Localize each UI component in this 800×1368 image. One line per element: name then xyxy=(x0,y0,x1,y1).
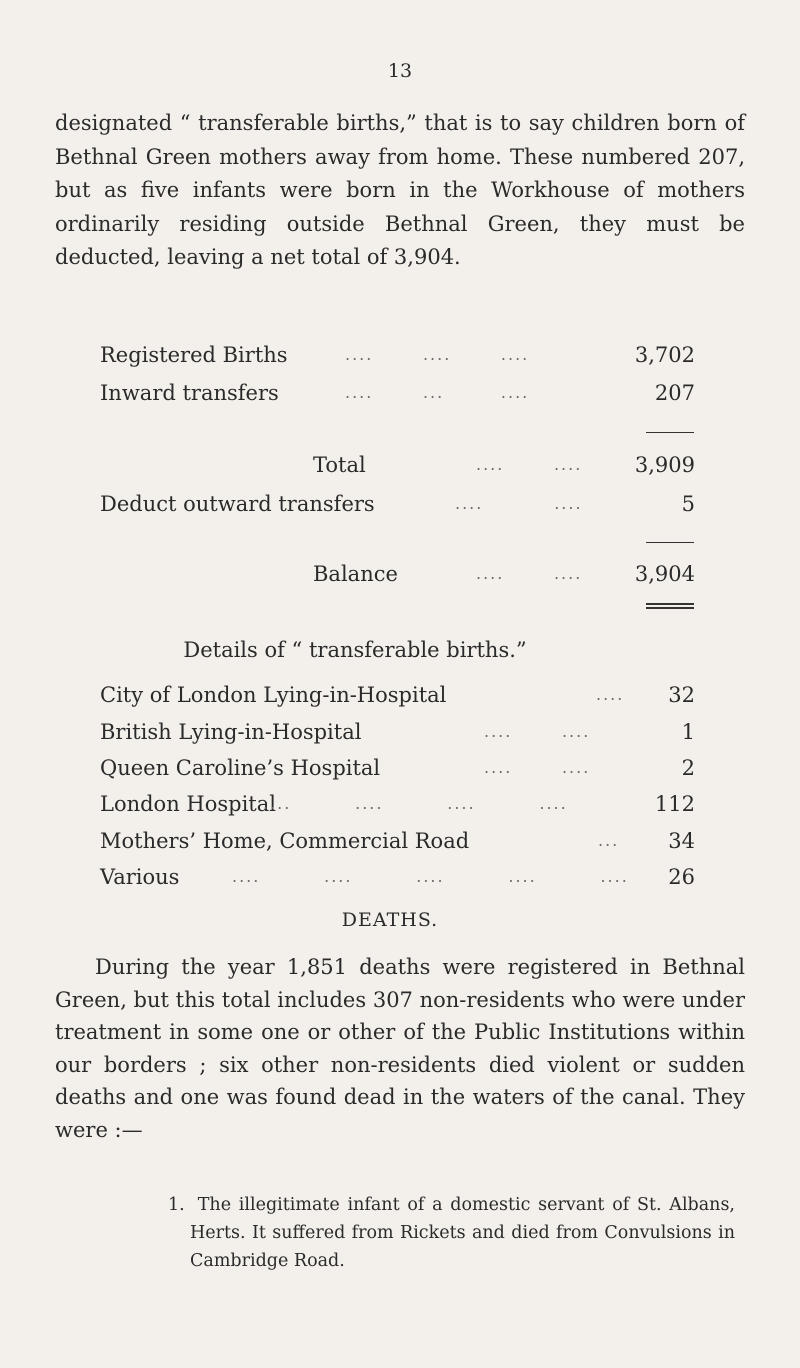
summary-value: 3,904 xyxy=(634,562,695,586)
footnote-entry xyxy=(168,1191,735,1275)
details-label: City of London Lying-in-Hospital xyxy=(100,683,447,707)
details-row xyxy=(0,826,800,856)
double-rule-top xyxy=(646,603,694,605)
summary-row-registered-births xyxy=(0,340,800,370)
summary-label: Registered Births xyxy=(100,343,288,367)
subtotal-rule xyxy=(646,542,694,543)
summary-value: 5 xyxy=(681,492,695,516)
summary-label: Total xyxy=(313,453,366,477)
details-row xyxy=(0,862,800,892)
leader-dots: .... .... xyxy=(484,722,591,741)
leader-dots: .... .... xyxy=(484,758,591,777)
details-label: Mothers’ Home, Commercial Road xyxy=(100,829,470,853)
details-value: 1 xyxy=(681,720,695,744)
details-label: London Hospital xyxy=(100,792,276,816)
details-value: 2 xyxy=(681,756,695,780)
summary-row-balance xyxy=(0,559,800,589)
subtotal-rule xyxy=(646,432,694,433)
leader-dots: .... xyxy=(596,685,625,704)
leader-dots: .... .... .... .... .... xyxy=(232,867,629,886)
leader-dots: .... .... .... xyxy=(345,345,530,364)
leader-dots: .... .... xyxy=(476,564,583,583)
leader-dots: ... xyxy=(598,831,620,850)
details-label: British Lying-in-Hospital xyxy=(100,720,362,744)
deaths-paragraph xyxy=(55,951,745,1146)
details-value: 112 xyxy=(654,792,695,816)
leader-dots: .... .... .... .... xyxy=(263,794,568,813)
summary-value: 3,909 xyxy=(634,453,695,477)
details-value: 32 xyxy=(668,683,695,707)
leader-dots: .... .... xyxy=(476,455,583,474)
summary-row-inward-transfers xyxy=(0,378,800,408)
details-row xyxy=(0,680,800,710)
page-number: 13 xyxy=(387,60,413,82)
footnote-text: The illegitimate infant of a domestic servant of St. Albans, Herts. It suffered from Rickets and died from Convulsions in Cambridge Road. xyxy=(190,1195,735,1271)
leader-dots: .... .... xyxy=(455,494,583,513)
summary-label: Balance xyxy=(313,562,398,586)
deaths-heading: DEATHS. xyxy=(341,909,439,931)
summary-label: Deduct outward transfers xyxy=(100,492,375,516)
summary-value: 207 xyxy=(654,381,695,405)
summary-row-total xyxy=(0,450,800,480)
details-label: Various xyxy=(100,865,180,889)
footnote-number: 1. xyxy=(168,1195,185,1215)
summary-label: Inward transfers xyxy=(100,381,279,405)
details-value: 34 xyxy=(668,829,695,853)
intro-paragraph: designated “ transferable births,” that is to say children born of Bethnal Green mothers away from home. These numbered 207, but as five infants were born in the Workhouse of mothers ordinarily residing outside Bethnal Green, they must be deducted, leaving a net total of 3,904. xyxy=(55,111,745,269)
summary-row-outward-transfers xyxy=(0,489,800,519)
details-label: Queen Caroline’s Hospital xyxy=(100,756,381,780)
details-value: 26 xyxy=(668,865,695,889)
details-row xyxy=(0,753,800,783)
double-rule-bottom xyxy=(646,607,694,609)
leader-dots: .... ... .... xyxy=(345,383,530,402)
details-row xyxy=(0,789,800,819)
details-heading: Details of “ transferable births.” xyxy=(183,638,527,662)
deaths-paragraph-text: During the year 1,851 deaths were registered in Bethnal Green, but this total includes 307 non-residents who were under treatment in some one or other of the Public Institutions within our borders ; six other non-residents died violent or sudden deaths and one was found dead in the waters of the canal. They were :— xyxy=(55,955,745,1142)
summary-value: 3,702 xyxy=(634,343,695,367)
details-row xyxy=(0,717,800,747)
